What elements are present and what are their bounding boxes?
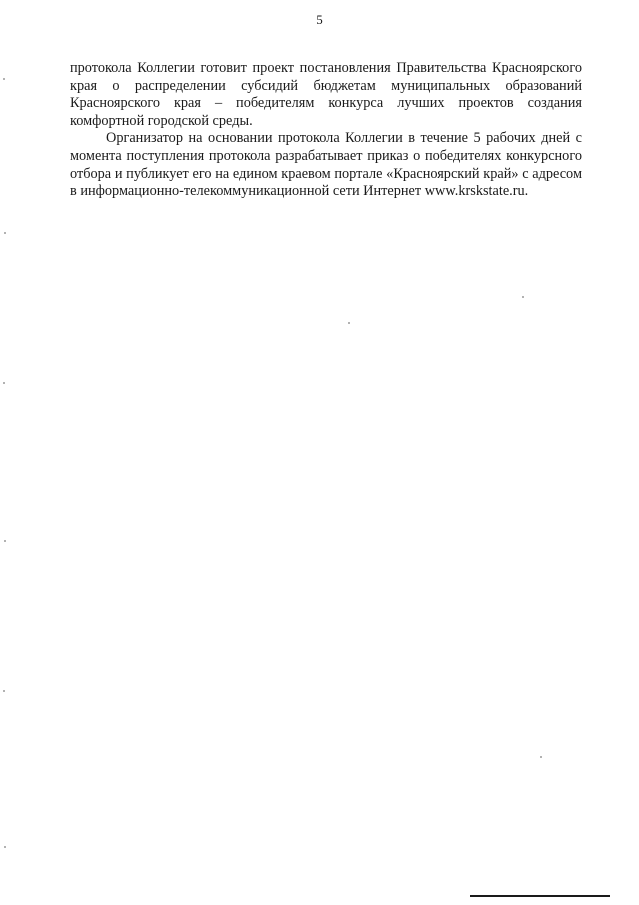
scan-speck <box>348 322 350 324</box>
scan-speck <box>3 78 5 80</box>
page-number: 5 <box>316 12 323 27</box>
scan-speck <box>4 846 6 848</box>
scan-speck <box>4 232 6 234</box>
scan-speck <box>522 296 524 298</box>
scan-speck <box>3 382 5 384</box>
scan-speck <box>3 690 5 692</box>
scan-speck <box>540 756 542 758</box>
bottom-rule <box>470 895 610 897</box>
scan-speck <box>4 540 6 542</box>
document-body <box>70 60 582 201</box>
paragraph-continuation: протокола Коллегии готовит проект постановления Правительства Красноярского края о распределении субсидий бюджетам муниципальных образований Красноярского края – победителям конкурса лучших проектов создания комфортной городской среды. <box>70 60 582 129</box>
paragraph-organizer-order: Организатор на основании протокола Коллегии в течение 5 рабочих дней с момента поступления протокола разрабатывает приказ о победителях конкурсного отбора и публикует его на едином краевом портале «Красноярский край» с адресом в информационно-телекоммуникационной сети Интернет www.krskstate.ru. <box>70 130 582 200</box>
